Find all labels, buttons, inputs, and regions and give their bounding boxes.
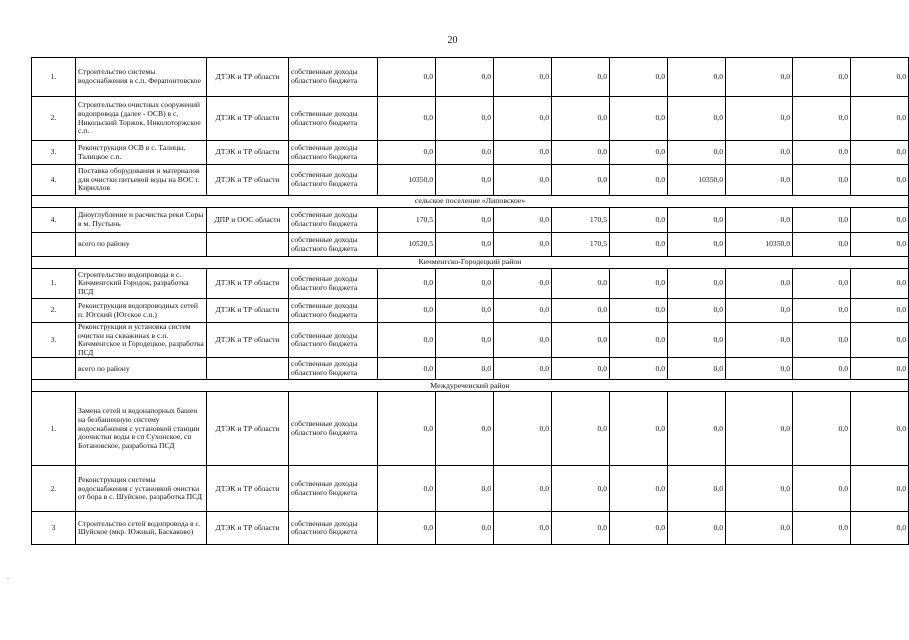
executor: ДТЭК и ТР области [207, 392, 289, 466]
funding-source: собственные доходы областного бюджета [289, 466, 378, 512]
table-row [32, 141, 909, 165]
amount-cell: 0,0 [378, 512, 436, 545]
funding-source: собственные доходы областного бюджета [289, 299, 378, 323]
amount-cell: 170,5 [552, 233, 610, 257]
section-header-row [32, 380, 909, 392]
amount-cell: 0,0 [436, 165, 494, 196]
table-row [32, 358, 909, 380]
activity-name: Строительство водопровода в с. Кичменгский Городок, разработка ПСД [76, 269, 207, 299]
amount-cell: 0,0 [851, 512, 909, 545]
amount-cell: 0,0 [610, 392, 668, 466]
amount-cell: 0,0 [436, 97, 494, 141]
amount-cell: 0,0 [610, 299, 668, 323]
funding-source: собственные доходы областного бюджета [289, 269, 378, 299]
amount-cell: 0,0 [378, 392, 436, 466]
amount-cell: 0,0 [552, 141, 610, 165]
amount-cell: 0,0 [610, 466, 668, 512]
amount-cell: 0,0 [494, 208, 552, 233]
activity-name: Строительство системы водоснабжения в с.п. Ферапонтовское [76, 58, 207, 97]
row-number: 3 [32, 512, 76, 545]
amount-cell: 0,0 [436, 358, 494, 380]
amount-cell: 0,0 [552, 165, 610, 196]
amount-cell: 0,0 [851, 208, 909, 233]
amount-cell: 0,0 [793, 358, 851, 380]
amount-cell: 0,0 [378, 97, 436, 141]
row-number [32, 233, 76, 257]
row-number: 2. [32, 299, 76, 323]
amount-cell: 0,0 [851, 141, 909, 165]
amount-cell: 0,0 [610, 269, 668, 299]
amount-cell: 0,0 [552, 512, 610, 545]
funding-source: собственные доходы областного бюджета [289, 141, 378, 165]
funding-source: собственные доходы областного бюджета [289, 97, 378, 141]
activity-name: Замена сетей и водонапорных башен на безбашенную систему водоснабжения с установкой станции доочистки воды в сп Сухонское, сп Ботановское, разработка ПСД [76, 392, 207, 466]
table-row [32, 466, 909, 512]
activity-name: Дноуглубление и расчистка реки Соры в м. Пустынь [76, 208, 207, 233]
table-row [32, 233, 909, 257]
amount-cell: 0,0 [494, 466, 552, 512]
amount-cell: 0,0 [793, 208, 851, 233]
amount-cell: 0,0 [793, 233, 851, 257]
table-body [32, 58, 909, 545]
amount-cell: 0,0 [851, 299, 909, 323]
amount-cell: 0,0 [793, 165, 851, 196]
amount-cell: 10520,5 [378, 233, 436, 257]
amount-cell: 0,0 [610, 358, 668, 380]
executor: ДТЭК и ТР области [207, 165, 289, 196]
amount-cell: 0,0 [552, 323, 610, 358]
amount-cell: 0,0 [793, 466, 851, 512]
table-row [32, 323, 909, 358]
executor: ДТЭК и ТР области [207, 58, 289, 97]
table-row [32, 97, 909, 141]
executor: ДТЭК и ТР области [207, 97, 289, 141]
amount-cell: 0,0 [494, 299, 552, 323]
amount-cell: 0,0 [851, 323, 909, 358]
row-number: 1. [32, 392, 76, 466]
amount-cell: 0,0 [494, 165, 552, 196]
amount-cell: 0,0 [726, 165, 793, 196]
amount-cell: 0,0 [552, 97, 610, 141]
amount-cell: 0,0 [436, 323, 494, 358]
row-number [32, 358, 76, 380]
amount-cell: 170,5 [378, 208, 436, 233]
amount-cell: 0,0 [494, 512, 552, 545]
activity-name: Реконструкция системы водоснабжения с установкой очистки от бора в с. Шуйское, разработка ПСД [76, 466, 207, 512]
activity-name: Строительство сетей водопровода в с. Шуйское (мкр. Южный, Баскаково) [76, 512, 207, 545]
amount-cell: 0,0 [668, 299, 726, 323]
row-number: 4. [32, 208, 76, 233]
amount-cell: 0,0 [378, 323, 436, 358]
amount-cell: 0,0 [610, 512, 668, 545]
amount-cell: 0,0 [851, 392, 909, 466]
amount-cell: 0,0 [851, 269, 909, 299]
amount-cell: 0,0 [378, 299, 436, 323]
section-header-row [32, 257, 909, 269]
funding-source: собственные доходы областного бюджета [289, 512, 378, 545]
amount-cell: 0,0 [668, 323, 726, 358]
executor: ДТЭК и ТР области [207, 141, 289, 165]
row-number: 2. [32, 466, 76, 512]
amount-cell: 170,5 [552, 208, 610, 233]
amount-cell: 0,0 [668, 392, 726, 466]
activity-name: Реконструкция и установка систем очистки на скважинах в с.п. Кичменгское и Городецкое, разработка ПСД [76, 323, 207, 358]
amount-cell: 0,0 [378, 269, 436, 299]
amount-cell: 0,0 [552, 466, 610, 512]
amount-cell: 10350,0 [378, 165, 436, 196]
amount-cell: 0,0 [436, 233, 494, 257]
amount-cell: 0,0 [851, 58, 909, 97]
section-title: сельское поселение «Липовское» [32, 196, 909, 208]
amount-cell: 0,0 [494, 392, 552, 466]
amount-cell: 0,0 [851, 97, 909, 141]
amount-cell: 0,0 [436, 269, 494, 299]
funding-source: собственные доходы областного бюджета [289, 208, 378, 233]
amount-cell: 0,0 [668, 141, 726, 165]
amount-cell: 0,0 [851, 358, 909, 380]
amount-cell: 0,0 [494, 358, 552, 380]
row-number: 1. [32, 269, 76, 299]
amount-cell: 0,0 [610, 141, 668, 165]
amount-cell: 0,0 [851, 466, 909, 512]
amount-cell: 0,0 [793, 512, 851, 545]
funding-source: собственные доходы областного бюджета [289, 165, 378, 196]
section-header-row [32, 196, 909, 208]
executor: ДТЭК и ТР области [207, 512, 289, 545]
amount-cell: 0,0 [726, 358, 793, 380]
funding-source: собственные доходы областного бюджета [289, 323, 378, 358]
amount-cell: 10350,0 [726, 233, 793, 257]
amount-cell: 0,0 [378, 466, 436, 512]
amount-cell: 0,0 [668, 208, 726, 233]
amount-cell: 0,0 [668, 269, 726, 299]
row-number: 3. [32, 141, 76, 165]
amount-cell: 0,0 [610, 58, 668, 97]
margin-mark: . [7, 572, 9, 581]
amount-cell: 0,0 [793, 97, 851, 141]
amount-cell: 0,0 [494, 233, 552, 257]
amount-cell: 0,0 [726, 323, 793, 358]
activity-name: всего по району [76, 233, 207, 257]
amount-cell: 0,0 [668, 233, 726, 257]
budget-table [31, 57, 909, 545]
amount-cell: 0,0 [552, 392, 610, 466]
table-row [32, 392, 909, 466]
executor: ДТЭК и ТР области [207, 323, 289, 358]
activity-name: Строительство очистных сооружений водопровода (далее - ОСВ) в с. Никольский Торжок, Николоторжское с.п. [76, 97, 207, 141]
amount-cell: 0,0 [552, 269, 610, 299]
amount-cell: 0,0 [793, 392, 851, 466]
amount-cell: 0,0 [378, 358, 436, 380]
amount-cell: 0,0 [610, 233, 668, 257]
funding-source: собственные доходы областного бюджета [289, 392, 378, 466]
amount-cell: 0,0 [726, 208, 793, 233]
funding-source: собственные доходы областного бюджета [289, 358, 378, 380]
row-number: 2. [32, 97, 76, 141]
amount-cell: 0,0 [851, 233, 909, 257]
table-row [32, 58, 909, 97]
funding-source: собственные доходы областного бюджета [289, 233, 378, 257]
executor: ДТЭК и ТР области [207, 299, 289, 323]
amount-cell: 0,0 [793, 141, 851, 165]
section-title: Кичменгско-Городецкий район [32, 257, 909, 269]
amount-cell: 0,0 [494, 97, 552, 141]
table-row [32, 208, 909, 233]
executor: ДТЭК и ТР области [207, 269, 289, 299]
amount-cell: 0,0 [793, 299, 851, 323]
amount-cell: 0,0 [610, 323, 668, 358]
row-number: 4. [32, 165, 76, 196]
amount-cell: 0,0 [851, 165, 909, 196]
executor: ДТЭК и ТР области [207, 466, 289, 512]
amount-cell: 0,0 [726, 58, 793, 97]
activity-name: всего по району [76, 358, 207, 380]
amount-cell: 0,0 [668, 512, 726, 545]
table-row [32, 165, 909, 196]
amount-cell: 0,0 [494, 58, 552, 97]
funding-source: собственные доходы областного бюджета [289, 58, 378, 97]
row-number: 3. [32, 323, 76, 358]
amount-cell: 0,0 [610, 97, 668, 141]
amount-cell: 10350,0 [668, 165, 726, 196]
page-number: 20 [447, 35, 458, 46]
amount-cell: 0,0 [552, 299, 610, 323]
amount-cell: 0,0 [494, 269, 552, 299]
amount-cell: 0,0 [726, 392, 793, 466]
row-number: 1. [32, 58, 76, 97]
executor [207, 233, 289, 257]
amount-cell: 0,0 [494, 141, 552, 165]
activity-name: Реконструкция ОСВ в с. Талицы, Талицкое с.п. [76, 141, 207, 165]
table-row [32, 299, 909, 323]
amount-cell: 0,0 [668, 97, 726, 141]
amount-cell: 0,0 [726, 141, 793, 165]
activity-name: Реконструкция водопроводных сетей п. Югский (Югское с.п.) [76, 299, 207, 323]
amount-cell: 0,0 [793, 323, 851, 358]
amount-cell: 0,0 [793, 58, 851, 97]
amount-cell: 0,0 [436, 299, 494, 323]
executor [207, 358, 289, 380]
amount-cell: 0,0 [610, 208, 668, 233]
amount-cell: 0,0 [668, 358, 726, 380]
amount-cell: 0,0 [668, 58, 726, 97]
section-title: Междуреченский район [32, 380, 909, 392]
amount-cell: 0,0 [436, 141, 494, 165]
amount-cell: 0,0 [726, 97, 793, 141]
amount-cell: 0,0 [726, 466, 793, 512]
amount-cell: 0,0 [378, 141, 436, 165]
amount-cell: 0,0 [436, 466, 494, 512]
amount-cell: 0,0 [793, 269, 851, 299]
amount-cell: 0,0 [610, 165, 668, 196]
amount-cell: 0,0 [436, 512, 494, 545]
table-row [32, 512, 909, 545]
amount-cell: 0,0 [726, 512, 793, 545]
amount-cell: 0,0 [494, 323, 552, 358]
activity-name: Поставка оборудования и материалов для очистки питьевой воды на ВОС г. Кириллов [76, 165, 207, 196]
table-row [32, 269, 909, 299]
amount-cell: 0,0 [726, 299, 793, 323]
amount-cell: 0,0 [726, 269, 793, 299]
amount-cell: 0,0 [552, 358, 610, 380]
amount-cell: 0,0 [668, 466, 726, 512]
amount-cell: 0,0 [552, 58, 610, 97]
amount-cell: 0,0 [436, 392, 494, 466]
executor: ДПР и ООС области [207, 208, 289, 233]
amount-cell: 0,0 [436, 208, 494, 233]
amount-cell: 0,0 [378, 58, 436, 97]
amount-cell: 0,0 [436, 58, 494, 97]
